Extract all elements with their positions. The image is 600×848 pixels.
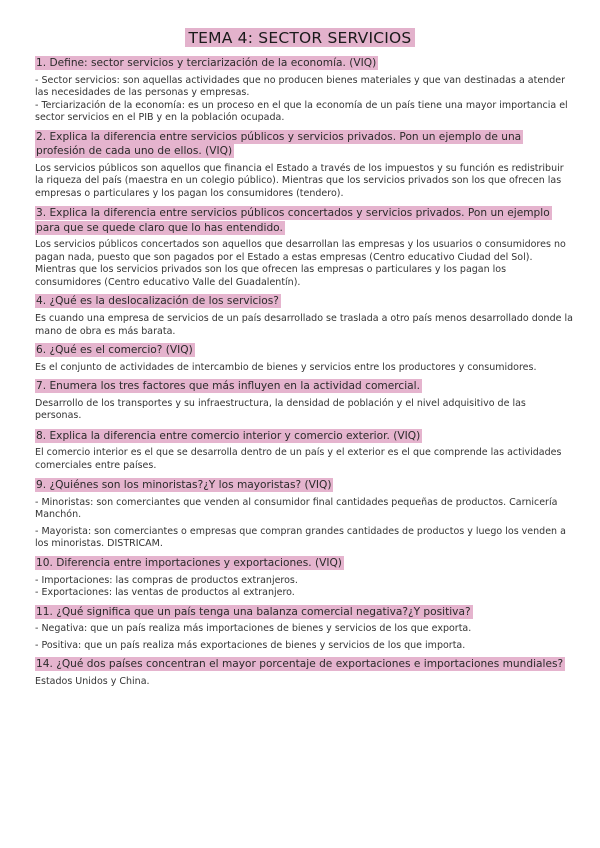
document-content	[0, 47, 600, 693]
answer-line: Estados Unidos y China.	[35, 675, 150, 687]
question-heading	[35, 56, 573, 71]
question-text: 3. Explica la diferencia entre servicios públicos concertados y servicios privados. Pon un ejemplo para que se quede claro que lo has entendido.	[36, 207, 550, 234]
question-section	[35, 556, 573, 605]
question-text: 14. ¿Qué dos países concentran el mayor porcentaje de exportaciones e importaciones mundiales?	[36, 658, 564, 671]
question-text: 2. Explica la diferencia entre servicios públicos y servicios privados. Pon un ejemplo de una profesión de cada uno de ellos. (VIQ)	[36, 130, 522, 158]
answer-block	[35, 75, 573, 125]
answer-block	[35, 239, 573, 289]
answer-line: - Positiva: que un país realiza más exportaciones de bienes y servicios de los que importa.	[35, 639, 466, 651]
question-section	[35, 130, 573, 207]
title-wrap	[0, 0, 600, 47]
question-section	[35, 657, 573, 693]
answer-line: Es el conjunto de actividades de intercambio de bienes y servicios entre los productores y consumidores.	[35, 361, 537, 373]
answer-line: - Importaciones: las compras de productos extranjeros.	[35, 574, 298, 586]
answer-line: Desarrollo de los transportes y su infraestructura, la densidad de población y el nivel adquisitivo de las personas.	[35, 397, 526, 422]
question-heading	[35, 379, 573, 394]
answer-block	[35, 676, 573, 689]
answer-line: - Terciarización de la economía: es un proceso en el que la economía de un país tiene una mayor importancia el sector servicios en el PIB y en la población ocupada.	[35, 99, 568, 124]
answer-line: - Sector servicios: son aquellas actividades que no producen bienes materiales y que van destinadas a atender las necesidades de las personas y empresas.	[35, 74, 565, 99]
question-text: 7. Enumera los tres factores que más influyen en la actividad comercial.	[36, 380, 420, 393]
answer-block	[35, 447, 573, 472]
answer-line: - Mayorista: son comerciantes o empresas que compran grandes cantidades de productos y luego los venden a los minoristas. DISTRICAM.	[35, 525, 566, 550]
answer-block	[35, 362, 573, 375]
answer-block	[35, 497, 573, 551]
question-section	[35, 478, 573, 556]
answer-line: Los servicios públicos concertados son aquellos que desarrollan las empresas y los usuarios o consumidores no pagan nada, puesto que son pagados por el Estado a estas empresas (Centro educativo Ciudad del Sol). Mientras que los servicios privados son los que ofrecen las empresas o particulares y los pagan los consumidores (Centro educativo Valle del Guadalentín).	[35, 239, 566, 288]
answer-block	[35, 163, 573, 201]
question-text: 9. ¿Quiénes son los minoristas?¿Y los mayoristas? (VIQ)	[36, 479, 332, 492]
question-heading	[35, 605, 573, 620]
answer-line: - Negativa: que un país realiza más importaciones de bienes y servicios de los que exporta.	[35, 623, 472, 635]
question-heading	[35, 130, 573, 159]
page-title: TEMA 4: SECTOR SERVICIOS	[185, 28, 416, 47]
answer-line: Es cuando una empresa de servicios de un país desarrollado se traslada a otro país menos desarrollado donde la mano de obra es más barata.	[35, 313, 573, 337]
answer-block	[35, 575, 573, 600]
question-heading	[35, 294, 573, 309]
answer-line: - Minoristas: son comerciantes que venden al consumidor final cantidades pequeñas de productos. Carnicería Manchón.	[35, 496, 558, 521]
question-section	[35, 294, 573, 343]
question-section	[35, 343, 573, 379]
question-heading	[35, 429, 573, 444]
answer-block	[35, 313, 573, 338]
question-text: 10. Diferencia entre importaciones y exportaciones. (VIQ)	[36, 556, 342, 569]
question-section	[35, 605, 573, 658]
question-heading	[35, 556, 573, 571]
question-text: 4. ¿Qué es la deslocalización de los servicios?	[36, 295, 279, 308]
question-text: 6. ¿Qué es el comercio? (VIQ)	[36, 344, 193, 357]
answer-block	[35, 623, 573, 652]
answer-block	[35, 398, 573, 423]
question-section	[35, 56, 573, 130]
answer-line: Los servicios públicos son aquellos que financia el Estado a través de los impuestos y su función es redistribuir la riqueza del país (maestra en un colegio público). Mientras que los servicios privados son los que ofrecen las empresas o particulares y los pagan los consumidores (tendero).	[35, 162, 564, 199]
question-heading	[35, 657, 573, 672]
question-heading	[35, 206, 573, 235]
question-section	[35, 206, 573, 294]
question-text: 11. ¿Qué significa que un país tenga una balanza comercial negativa?¿Y positiva?	[36, 605, 471, 618]
answer-line: El comercio interior es el que se desarrolla dentro de un país y el exterior es el que comprende las actividades comerciales entre países.	[35, 447, 562, 471]
answer-line: - Exportaciones: las ventas de productos al extranjero.	[35, 587, 295, 599]
question-heading	[35, 343, 573, 358]
question-section	[35, 429, 573, 479]
question-text: 8. Explica la diferencia entre comercio interior y comercio exterior. (VIQ)	[36, 429, 421, 442]
question-text: 1. Define: sector servicios y terciarización de la economía. (VIQ)	[36, 57, 377, 69]
question-heading	[35, 478, 573, 493]
question-section	[35, 379, 573, 429]
